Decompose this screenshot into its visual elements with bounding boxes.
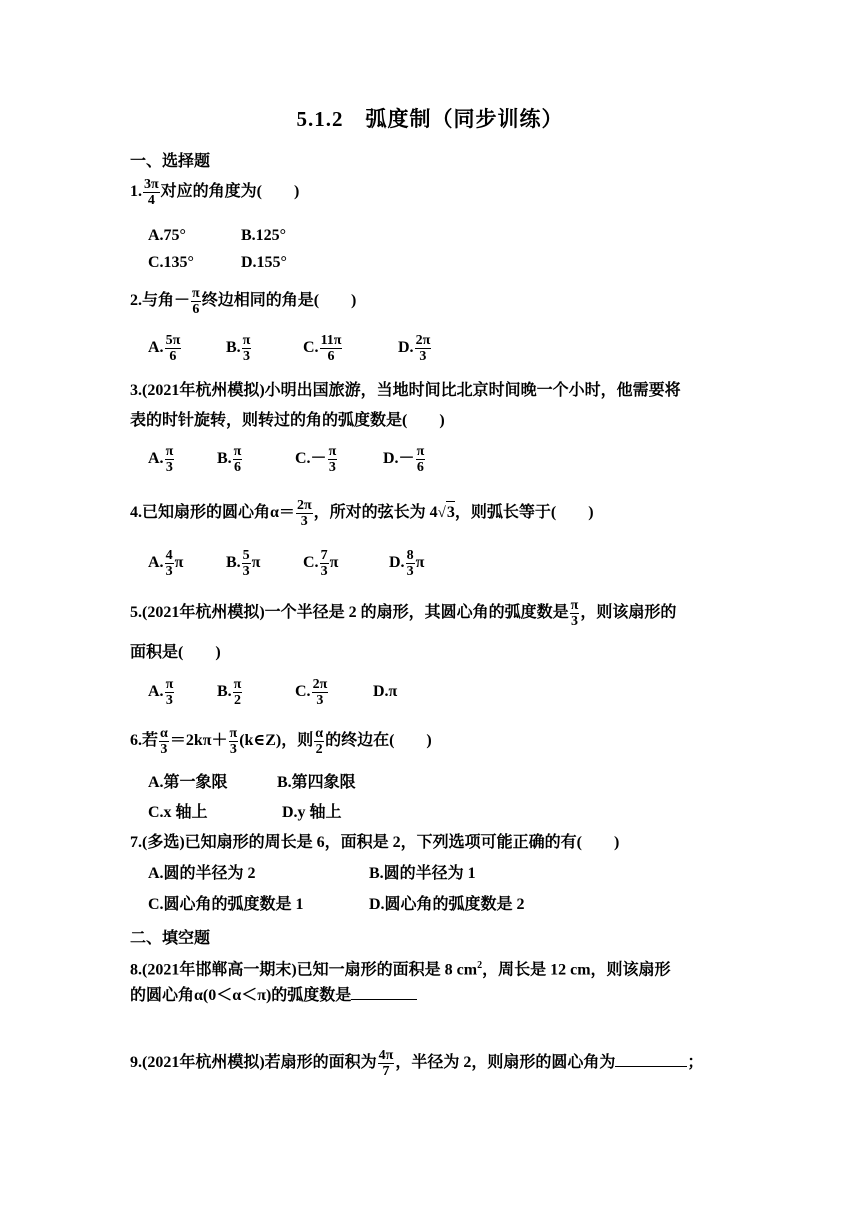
option-b: B. $\frac{\pi}{3}$ (226, 333, 251, 364)
option-d: D. $\frac{8}{3}$ π (389, 548, 425, 579)
question-1 (130, 177, 299, 208)
question-2 (130, 286, 356, 317)
option-c: C. $\frac{2\pi}{3}$ (295, 677, 328, 708)
question-text: 终边相同的角是( ) (201, 292, 357, 310)
option-a: A. $\frac{\pi}{3}$ (148, 677, 174, 708)
option-d: D.155° (241, 254, 287, 271)
option-b: B. $\frac{5}{3}$ π (226, 548, 261, 579)
answer-blank[interactable] (351, 985, 417, 1000)
question-5-line-2: 面积是( ) (130, 644, 221, 661)
answer-blank[interactable] (615, 1052, 687, 1067)
fraction: $\frac{\pi}{3}$ (570, 598, 579, 629)
option-a: A.75° (148, 227, 186, 244)
fraction: $\frac{2\pi}{3}$ (296, 498, 312, 529)
question-text: 2.与角－ (130, 292, 191, 310)
option-d: D. $\frac{2\pi}{3}$ (398, 333, 431, 364)
option-d: D.y 轴上 (282, 804, 342, 821)
option-c: C.－ $\frac{\pi}{3}$ (295, 444, 337, 475)
question-3-line-2: 表的时针旋转，则转过的角的弧度数是( ) (130, 412, 445, 429)
fraction: $\frac{3\pi}{4}$ (144, 177, 159, 208)
square-root: 3 (446, 501, 455, 524)
question-9: 9.(2021年杭州模拟)若扇形的面积为 $\frac{4\pi}{7}$ ，半径为 2，则扇形的圆心角为 ； (130, 1048, 704, 1079)
option-d: D.π (373, 683, 398, 700)
option-a: A. $\frac{4}{3}$ π (148, 548, 184, 579)
option-c: C.135° (148, 254, 194, 271)
option-b: B.125° (241, 227, 287, 244)
option-d: D.圆心角的弧度数是 2 (369, 896, 525, 913)
option-b: B.第四象限 (277, 774, 356, 791)
question-3-line-1: 3.(2021年杭州模拟)小明出国旅游，当地时间比北京时间晚一个小时，他需要将 (130, 382, 681, 399)
option-b: B. $\frac{\pi}{6}$ (217, 444, 242, 475)
option-b: B. $\frac{\pi}{2}$ (217, 677, 242, 708)
question-text: 对应的角度为( ) (160, 183, 300, 201)
fraction: $\frac{\pi}{6}$ (192, 286, 200, 317)
section-heading-choice: 一、选择题 (130, 153, 211, 170)
question-6: 6.若 $\frac{\alpha}{3}$ ＝2kπ＋ $\frac{\pi}{3}$ (k∈Z)，则 $\frac{\alpha}{2}$ 的终边在( ) (130, 726, 432, 757)
option-c: C. $\frac{7}{3}$ π (303, 548, 339, 579)
option-b: B.圆的半径为 1 (369, 865, 476, 882)
option-d: D.－ $\frac{\pi}{6}$ (383, 444, 425, 475)
question-7: 7.(多选)已知扇形的周长是 6，面积是 2，下列选项可能正确的有( ) (130, 834, 620, 851)
option-a: A. $\frac{\pi}{3}$ (148, 444, 174, 475)
question-8-line-2: 的圆心角α(0＜α＜π)的弧度数是 (130, 985, 417, 1007)
option-a: A.第一象限 (148, 774, 228, 791)
section-heading-fill: 二、填空题 (130, 930, 211, 947)
question-8-line-1: 8.(2021年邯郸高一期末)已知一扇形的面积是 8 $cm^2$，周长是 12 cm，则该扇形 (130, 960, 671, 979)
option-a: A. $\frac{5\pi}{6}$ (148, 333, 181, 364)
option-c: C.x 轴上 (148, 804, 208, 821)
question-5-line-1: 5.(2021年杭州模拟)一个半径是 2 的扇形，其圆心角的弧度数是 $\frac{\pi}{3}$ ，则该扇形的 (130, 598, 677, 629)
page-title: 5.1.2 弧度制（同步训练） (296, 107, 564, 131)
option-a: A.圆的半径为 2 (148, 865, 256, 882)
question-4: 4.已知扇形的圆心角α＝ $\frac{2\pi}{3}$ ，所对的弦长为 4√3，则弧长等于( ) (130, 498, 594, 529)
option-c: C.圆心角的弧度数是 1 (148, 896, 304, 913)
option-c: C. $\frac{11\pi}{6}$ (303, 333, 342, 364)
question-number: 1. (130, 183, 142, 201)
